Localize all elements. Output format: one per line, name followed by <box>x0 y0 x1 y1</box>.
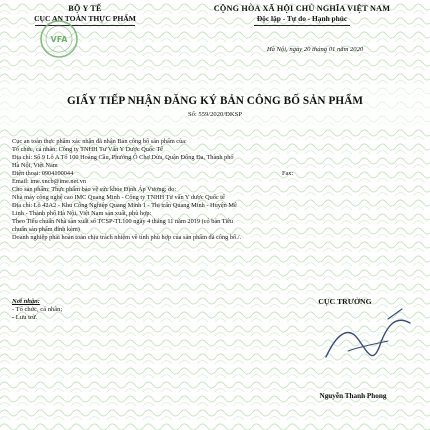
standard-line-2: chuẩn sản phẩm đính kèm) <box>12 226 80 233</box>
standard-line-1: Theo Tiêu chuẩn Nhà sản xuất số TCSP-TL100 ngày 4 tháng 11 năm 2019 (có bản Tiêu <box>12 218 234 225</box>
recipients-block <box>12 298 62 322</box>
document-number: Số: 559/2020/ĐKSP <box>187 111 243 118</box>
agency-seal-logo <box>38 18 80 60</box>
phone-line: Điện thoại: 0904100044 <box>12 170 74 177</box>
certificate-body <box>12 138 418 242</box>
document-title: GIẤY TIẾP NHẬN ĐĂNG KÝ BẢN CÔNG BỐ SẢN PHẨM <box>66 95 364 107</box>
fax-line: Fax: <box>282 170 294 177</box>
issue-date: Hà Nội, ngày 20 tháng 01 năm 2020 <box>266 46 364 53</box>
republic-name: CỘNG HÒA XÃ HỘI CHỦ NGHĨA VIỆT NAM <box>213 4 391 13</box>
national-header <box>184 4 420 26</box>
motto-divider <box>254 25 350 26</box>
manufacturer-line: Nhà máy công nghệ cao IMC Quang Minh - Công ty TNHH Tư vấn Y dược Quốc tế <box>12 194 225 201</box>
national-motto: Độc lập - Tự do - Hạnh phúc <box>256 14 348 23</box>
intro-text: Cục an toàn thực phẩm xác nhận đã nhận Bản công bố sản phẩm của: <box>12 138 187 145</box>
recipient-item: - Lưu trữ. <box>12 314 38 321</box>
signer-name: Nguyễn Thanh Phong <box>319 392 387 400</box>
issuer-header <box>6 4 164 26</box>
address-line-1: Địa chỉ: Số 9 Lô A Tổ 100 Hoàng Cầu, Phường Ô Chợ Dừa, Quận Đống Đa, Thành phố <box>12 154 234 161</box>
ministry-name: BỘ Y TẾ <box>68 4 102 13</box>
responsibility-line: Doanh nghiệp phải hoàn toàn chịu trách nhiệm về tính phù hợp của sản phẩm đã công bố./. <box>12 234 242 241</box>
recipients-label: Nơi nhận: <box>12 298 40 305</box>
manufacturer-address-2: Linh - Thành phố Hà Nội, Việt Nam sản xuất, phù hợp: <box>12 210 152 217</box>
contact-row <box>12 170 418 178</box>
address-line-2: Hà Nội, Việt Nam <box>12 162 58 169</box>
agency-name: CỤC AN TOÀN THỰC PHẨM <box>34 14 136 23</box>
manufacturer-address-1: Địa chỉ: Lô 42A2 - Khu Công Nghiệp Quang Minh 1 - Thị trấn Quang Minh - Huyện Mê <box>12 202 237 209</box>
organization-line: Tổ chức, cá nhân: Công ty TNHH Tư Vấn Y Dược Quốc Tế <box>12 146 163 153</box>
email-line: Email: ime.xncb@ime.net.vn <box>12 178 86 185</box>
signer-title: CỤC TRƯỞNG <box>318 297 372 306</box>
handwritten-signature <box>318 305 418 375</box>
product-line: Cho sản phẩm: Thực phẩm bảo vệ sức khỏe Định Áp Vương; do: <box>12 186 177 193</box>
seal-lettering: VFA <box>50 35 68 44</box>
recipient-item: - Tổ chức, cá nhân; <box>12 306 63 313</box>
